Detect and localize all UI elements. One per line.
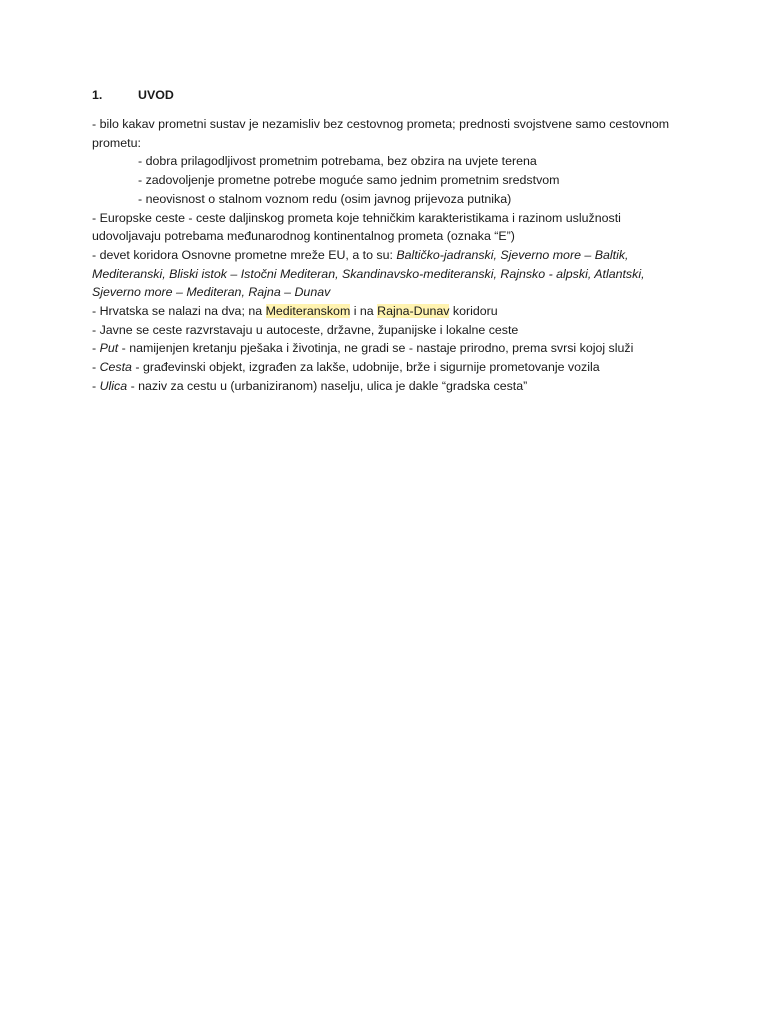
corridors-lead: - devet koridora Osnovne prometne mreže EU, a to su: [92,247,397,262]
term-cesta: Cesta [99,360,132,375]
paragraph-intro: - bilo kakav prometni sustav je nezamisliv bez cestovnog prometa; prednosti svojstvene samo cestovnom prometu: [92,117,670,150]
dash: - [92,341,100,356]
list-item: - dobra prilagodljivost prometnim potrebama, bez obzira na uvjete terena [138,154,537,169]
definition-put: - namijenjen kretanju pješaka i životinja, ne gradi se - nastaje prirodno, prema svrsi kojoj služi [118,341,634,356]
paragraph-croatia [92,302,692,321]
croatia-text-a: - Hrvatska se nalazi na dva; na [92,304,266,319]
paragraph-ulica [92,377,692,396]
section-number: 1. [92,88,103,102]
term-put: Put [99,341,119,356]
dash: - [92,378,100,393]
croatia-text-c: koridoru [449,304,498,319]
paragraph-put [92,339,692,358]
corridors-list: Baltičko-jadranski, Sjeverno more – Baltik, Mediteranski, Bliski istok – Istočni Mediteran, Skandinavsko-mediteranski, Rajnsko - alpski, Atlantski, Sjeverno more – Mediteran, Rajna – Dunav [92,247,645,300]
definition-ulica: - naziv za cestu u (urbaniziranom) naselju, ulica je dakle “gradska cesta” [127,378,528,393]
list-item: - neovisnost o stalnom voznom redu (osim javnog prijevoza putnika) [138,191,512,206]
paragraph-european-roads: - Europske ceste - ceste daljinskog prometa koje tehničkim karakteristikama i razinom uslužnosti udovoljavaju potrebama međunarodnog kontinentalnog prometa (oznaka “E”) [92,210,621,244]
paragraph-cesta [92,358,692,377]
definition-cesta: - građevinski objekt, izgrađen za lakše, udobnije, brže i sigurnije prometovanje vozila [131,360,600,375]
list-item: - zadovoljenje prometne potrebe moguće samo jednim prometnim sredstvom [138,173,560,188]
croatia-text-b: i na [350,304,378,319]
section-title: UVOD [138,88,174,102]
section-heading [92,86,692,105]
document-page [92,86,692,396]
highlight-mediteranskom: Mediteranskom [265,304,351,319]
dash: - [92,360,100,375]
highlight-rajna-dunav: Rajna-Dunav [377,304,450,319]
paragraph-public-roads: - Javne se ceste razvrstavaju u autoceste, državne, županijske i lokalne ceste [92,322,519,337]
term-ulica: Ulica [99,378,128,393]
paragraph-corridors [92,246,692,302]
